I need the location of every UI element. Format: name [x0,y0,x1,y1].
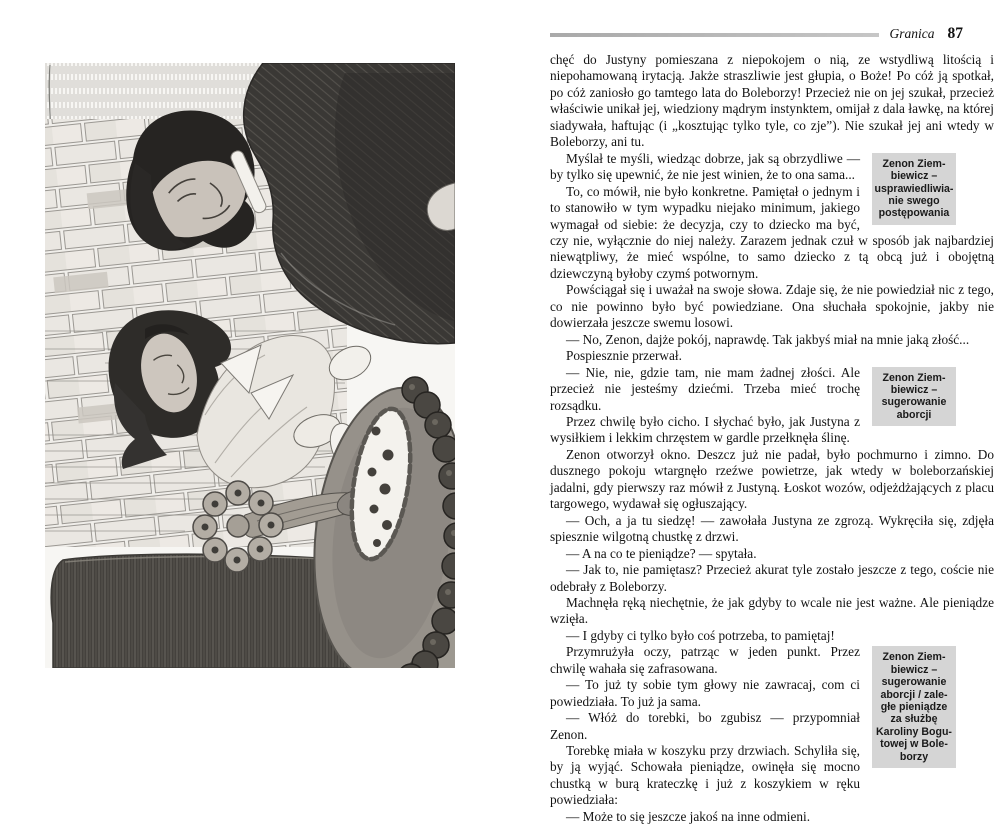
margin-note-line: aborcji / zale- [880,688,948,701]
margin-note-line: Zenon Ziem- [882,157,946,170]
running-title: Granica [889,26,935,41]
paragraph: — Włóż do torebki, bo zgubisz — przypomniał Zenon. [550,710,860,742]
paragraph: — Och, a ja tu siedzę! — zawołała Justyna ze zgrozą. Wykręciła się, zdjęła spiesznie wilgotną chustkę z drzwi. [550,512,994,545]
paragraph: Pospiesznie przerwał. [566,348,682,364]
body-text [550,52,994,825]
margin-note-line: postępowania [878,207,950,220]
paragraph: Torebkę miała w koszyku przy drzwiach. Schyliła się, by ją wyjąć. Schowała pieniądze, owinęła się mocno chustką w burą krateczkę i już z koszykiem w ręku powiedziała: [550,743,860,808]
margin-note-line: za służbę [890,713,938,726]
paragraph: Powściągał się i uważał na swoje słowa. Zdaje się, że nie powiedział nic z tego, co nie powinno było być powiedziane. Ona słuchała spokojnie, jakby nie dowierzała jeszcze swemu losowi. [550,282,994,331]
paragraph: — No, Zenon, dajże pokój, naprawdę. Tak jakbyś miał na mnie jaką złość... [566,331,970,347]
paragraph: — A na co te pieniądze? — spytała. [566,545,757,561]
paragraph: Myślał te myśli, wiedząc dobrze, jak są obrzydliwe — by tylko się upewnić, że nie jest winien, że to ona sama... [550,150,860,183]
paragraph: Przymrużyła oczy, patrząc w jeden punkt. Przez chwilę wahała się zafrasowana. [550,644,860,676]
paragraph: Przez chwilę było cicho. I słychać było, jak Justyna z wysiłkiem i lekkim chrzęstem w gardle przełknęła ślinę. [550,413,860,446]
paragraph: chęć do Justyny pomieszana z niepokojem o nią, ze wstydliwą litością i niepohamowaną irytacją. Jakże straszliwie jest głupia, o Boże! Po cóż ją spotkał, po cóż zaniosło go tamtego lata do Boleborzy! Przecież nie on jej szukał, przecież właściwie unikał jej, wiedziony mądrym instynktem, omijał z dala ławkę, na której siadywała, haftując (i „kosztując tylko tyle, co zje”). Nie szukał jej ani wtedy w Boleborzy, ani tu. [550,52,994,150]
margin-note [872,646,956,768]
margin-note-line: borzy [899,750,929,763]
book-illustration [45,63,455,668]
page-header [550,24,963,44]
paragraph: — Jak to, nie pamiętasz? Przecież akurat tyle zostało jeszcze z tego, coście nie odebrały z Boleborzy. [550,562,994,594]
margin-note-line: sugerowanie [881,676,947,689]
illustration-drawing [45,63,455,668]
paragraph: Machnęła ręką niechętnie, że jak gdyby to wcale nie jest ważne. Ale pieniądze wzięła. [550,594,994,627]
woman-figure [109,310,335,487]
margin-note-line: sugerowanie [881,396,947,409]
margin-note-line: towej w Bole- [880,738,948,751]
header-rule [550,33,879,37]
margin-note-line: biewicz – [890,384,938,397]
margin-note-line: Karoliny Bogu- [876,725,952,738]
margin-note-line: Zenon Ziem- [882,651,946,664]
paragraph: — I gdyby ci tylko było coś potrzeba, to pamiętaj! [566,627,835,643]
paragraph: Zenon otworzył okno. Deszcz już nie padał, było pochmurno i zimno. Do dusznego pokoju wtargnęło rzeźwe powietrze, jak wtedy w boleborzańskiej jadalni, gdy pierwszy raz mówił z Justyną. Łoskot wozów, odjeżdżających z placu targowego, wydawał się ogłuszający. [550,446,994,512]
margin-note [872,153,956,225]
margin-note-line: nie swego [888,194,940,207]
margin-note-line: biewicz – [890,170,938,183]
paragraph: — Może to się jeszcze jakoś na inne odmieni. [566,808,811,824]
margin-note-line: Zenon Ziem- [882,371,946,384]
margin-note-line: usprawiedliwia- [874,182,954,195]
paragraph: — Nie, nie, gdzie tam, nie mam żadnej złości. Ale przecież nie jesteśmy dziećmi. Trzeba mieć trochę rozsądku. [550,364,860,413]
page-number: 87 [947,25,963,42]
margin-note-line: głe pieniądze [880,700,948,713]
paragraph: To, co mówił, nie było konkretne. Pamiętał o jednym i to stanowiło w tym wypadku niejako minimum, jakiego wymagał od siebie: że decyzja, czy to dziecko ma być, czy nie, wyłącznie do niej należy. Zarazem jednak czuł w sposób jak najbardziej niewątpliwy, że mieć wspólne, to samo dziecko z tą obcą już i obojętną dziewczyną byłoby czymś potwornym. [550,183,994,281]
margin-note-line: biewicz – [890,663,938,676]
margin-note [872,367,956,427]
margin-note-line: aborcji [896,408,932,421]
paragraph: — To już ty sobie tym głowy nie zawracaj, com ci powiedziała. To już ja sama. [550,677,860,709]
